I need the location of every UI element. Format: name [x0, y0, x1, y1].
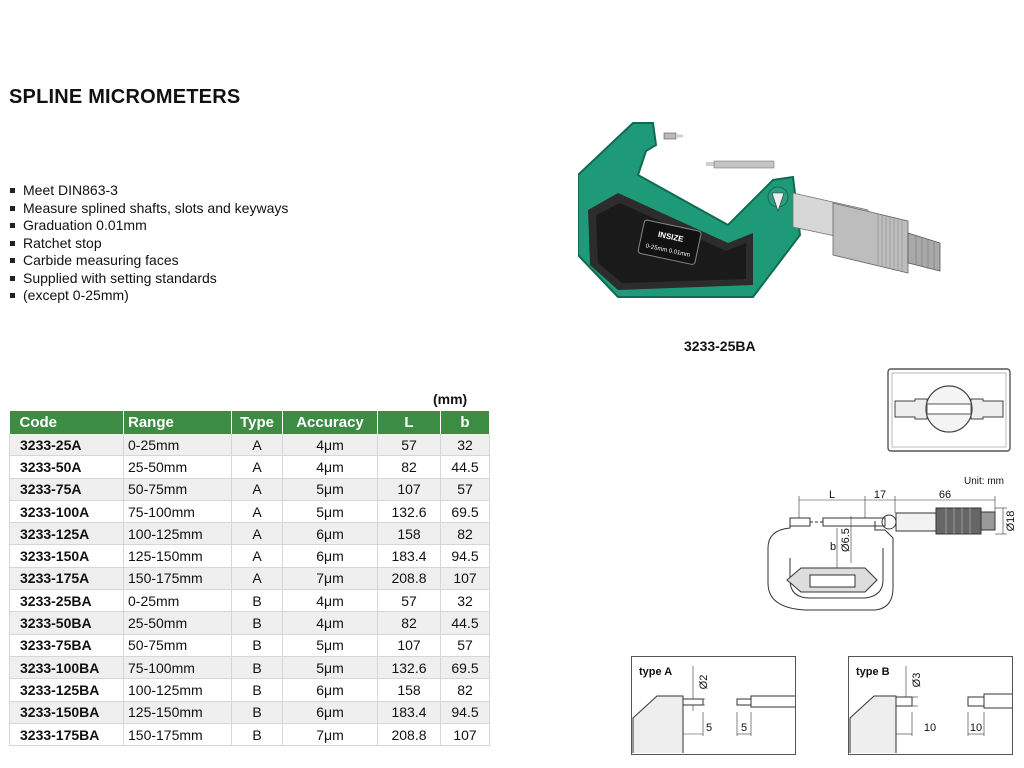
anvil	[664, 133, 676, 139]
dim-66-label: 66	[938, 489, 952, 501]
page-title: SPLINE MICROMETERS	[9, 86, 241, 108]
cell-b: 44.5	[441, 612, 490, 634]
cell-b: 57	[441, 478, 490, 500]
table-row	[10, 567, 490, 589]
cell-code: 3233-50A	[10, 456, 124, 478]
anvil-tip	[676, 135, 683, 138]
nameplate-text: 0-25mm 0.01mm	[644, 243, 691, 259]
cell-range: 0-25mm	[124, 590, 232, 612]
cell-code: 3233-25A	[10, 434, 124, 456]
cell-range: 50-75mm	[124, 478, 232, 500]
table-unit-label: (mm)	[433, 391, 468, 407]
type-b-len2: 10	[969, 722, 983, 734]
cell-range: 125-150mm	[124, 545, 232, 567]
ratchet-stop	[908, 233, 940, 271]
cell-range: 0-25mm	[124, 434, 232, 456]
table-row	[10, 456, 490, 478]
cell-type: A	[232, 434, 283, 456]
thimble	[833, 203, 908, 273]
cell-accuracy: 6μm	[283, 679, 378, 701]
cell-type: A	[232, 500, 283, 522]
type-b-label: type B	[856, 666, 890, 678]
spindle	[714, 161, 774, 168]
cell-l: 208.8	[378, 723, 441, 745]
type-b-len1: 10	[923, 722, 937, 734]
cell-type: B	[232, 612, 283, 634]
column-header-code: Code	[10, 411, 124, 434]
type-b-dia: Ø3	[911, 672, 923, 688]
cell-accuracy: 7μm	[283, 567, 378, 589]
cell-l: 158	[378, 679, 441, 701]
cell-type: B	[232, 590, 283, 612]
cell-type: B	[232, 634, 283, 656]
type-b-detail	[848, 656, 1014, 756]
cell-b: 107	[441, 567, 490, 589]
cell-type: B	[232, 679, 283, 701]
cell-accuracy: 5μm	[283, 634, 378, 656]
feature-item: Graduation 0.01mm	[9, 217, 288, 235]
cell-type: A	[232, 523, 283, 545]
feature-item: Ratchet stop	[9, 235, 288, 253]
table-header-row	[10, 411, 490, 434]
cell-l: 132.6	[378, 500, 441, 522]
cell-code: 3233-100A	[10, 500, 124, 522]
cell-accuracy: 4μm	[283, 434, 378, 456]
dim-d65-label: Ø6.5	[840, 528, 852, 552]
cell-type: B	[232, 701, 283, 723]
spec-table	[9, 411, 490, 746]
cell-code: 3233-175BA	[10, 723, 124, 745]
cell-accuracy: 5μm	[283, 500, 378, 522]
cell-b: 57	[441, 634, 490, 656]
feature-item: Supplied with setting standards	[9, 270, 288, 288]
cell-type: A	[232, 478, 283, 500]
cell-range: 75-100mm	[124, 656, 232, 678]
cell-l: 57	[378, 434, 441, 456]
table-row	[10, 634, 490, 656]
cell-range: 50-75mm	[124, 634, 232, 656]
cell-type: A	[232, 456, 283, 478]
setting-standard-detail	[887, 368, 1011, 452]
table-row	[10, 701, 490, 723]
type-a-label: type A	[639, 666, 673, 678]
cell-accuracy: 4μm	[283, 590, 378, 612]
cell-b: 69.5	[441, 656, 490, 678]
table-row	[10, 434, 490, 456]
table-row	[10, 590, 490, 612]
cell-range: 150-175mm	[124, 567, 232, 589]
cell-code: 3233-25BA	[10, 590, 124, 612]
table-row	[10, 656, 490, 678]
cell-range: 100-125mm	[124, 523, 232, 545]
feature-item: Meet DIN863-3	[9, 182, 288, 200]
cell-l: 183.4	[378, 545, 441, 567]
table-row	[10, 612, 490, 634]
micrometer-photo	[578, 115, 958, 315]
cell-l: 158	[378, 523, 441, 545]
cell-code: 3233-125A	[10, 523, 124, 545]
cell-l: 183.4	[378, 701, 441, 723]
cell-accuracy: 6μm	[283, 701, 378, 723]
cell-type: B	[232, 656, 283, 678]
type-a-len1: 5	[705, 722, 713, 734]
cell-l: 82	[378, 456, 441, 478]
cell-code: 3233-150BA	[10, 701, 124, 723]
table-row	[10, 679, 490, 701]
cell-b: 82	[441, 523, 490, 545]
table-row	[10, 523, 490, 545]
dim-b-label: b	[829, 541, 837, 553]
cell-accuracy: 4μm	[283, 612, 378, 634]
cell-accuracy: 6μm	[283, 545, 378, 567]
cell-l: 82	[378, 612, 441, 634]
column-header-type: Type	[232, 411, 283, 434]
cell-code: 3233-125BA	[10, 679, 124, 701]
table-row	[10, 500, 490, 522]
dim-l-label: L	[828, 489, 836, 501]
cell-l: 57	[378, 590, 441, 612]
cell-l: 107	[378, 634, 441, 656]
dim-d18-label: Ø18	[1005, 510, 1017, 532]
cell-accuracy: 6μm	[283, 523, 378, 545]
cell-b: 94.5	[441, 701, 490, 723]
type-a-detail	[631, 656, 797, 756]
table-row	[10, 723, 490, 745]
column-header-accuracy: Accuracy	[283, 411, 378, 434]
column-header-l: L	[378, 411, 441, 434]
feature-list	[9, 182, 288, 305]
table-row	[10, 545, 490, 567]
cell-range: 25-50mm	[124, 456, 232, 478]
cell-type: A	[232, 567, 283, 589]
cell-type: A	[232, 545, 283, 567]
table-body	[10, 434, 490, 746]
cell-code: 3233-50BA	[10, 612, 124, 634]
cell-b: 69.5	[441, 500, 490, 522]
cell-b: 82	[441, 679, 490, 701]
cell-code: 3233-150A	[10, 545, 124, 567]
cell-b: 32	[441, 590, 490, 612]
cell-range: 100-125mm	[124, 679, 232, 701]
brand-logo: INSIZE	[657, 229, 685, 244]
cell-accuracy: 5μm	[283, 478, 378, 500]
cell-range: 75-100mm	[124, 500, 232, 522]
cell-b: 94.5	[441, 545, 490, 567]
cell-range: 150-175mm	[124, 723, 232, 745]
cell-l: 107	[378, 478, 441, 500]
cell-accuracy: 7μm	[283, 723, 378, 745]
column-header-range: Range	[124, 411, 232, 434]
cell-range: 125-150mm	[124, 701, 232, 723]
cell-range: 25-50mm	[124, 612, 232, 634]
feature-item: Measure splined shafts, slots and keyways	[9, 200, 288, 218]
spindle-tip	[706, 162, 714, 166]
dim-17-label: 17	[873, 489, 887, 501]
cell-l: 132.6	[378, 656, 441, 678]
column-header-b: b	[441, 411, 490, 434]
cell-accuracy: 4μm	[283, 456, 378, 478]
cell-b: 107	[441, 723, 490, 745]
table-row	[10, 478, 490, 500]
dimension-drawing	[765, 488, 1021, 614]
cell-type: B	[232, 723, 283, 745]
photo-caption: 3233-25BA	[684, 338, 756, 354]
drawing-unit-label: Unit: mm	[964, 476, 1004, 487]
type-a-len2: 5	[740, 722, 748, 734]
cell-b: 32	[441, 434, 490, 456]
cell-accuracy: 5μm	[283, 656, 378, 678]
cell-code: 3233-175A	[10, 567, 124, 589]
cell-code: 3233-75A	[10, 478, 124, 500]
feature-item-continuation: (except 0-25mm)	[9, 287, 288, 305]
cell-code: 3233-100BA	[10, 656, 124, 678]
feature-item: Carbide measuring faces	[9, 252, 288, 270]
cell-l: 208.8	[378, 567, 441, 589]
type-a-dia: Ø2	[698, 674, 710, 690]
cell-b: 44.5	[441, 456, 490, 478]
cell-code: 3233-75BA	[10, 634, 124, 656]
